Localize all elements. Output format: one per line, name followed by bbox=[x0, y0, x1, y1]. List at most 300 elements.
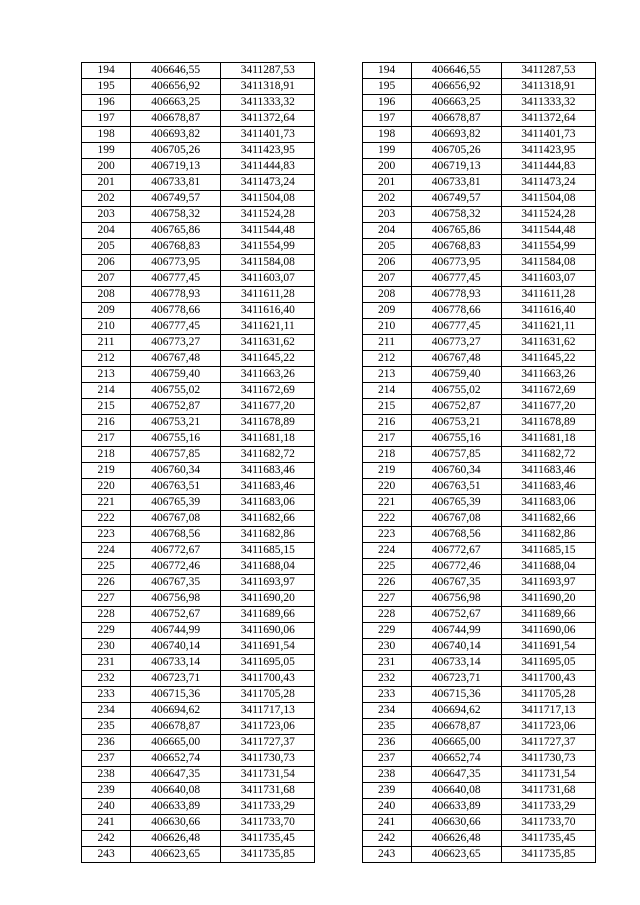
left-y-coordinate-cell: 3411700,43 bbox=[221, 671, 315, 687]
right-point-number-cell: 216 bbox=[362, 415, 411, 431]
right-y-coordinate-cell: 3411423,95 bbox=[501, 143, 595, 159]
left-point-number-cell: 231 bbox=[82, 655, 131, 671]
right-point-number-cell: 201 bbox=[362, 175, 411, 191]
right-x-coordinate-cell: 406693,82 bbox=[411, 127, 501, 143]
table-row bbox=[82, 367, 596, 383]
right-x-coordinate-cell: 406656,92 bbox=[411, 79, 501, 95]
right-y-coordinate-cell: 3411681,18 bbox=[501, 431, 595, 447]
left-point-number-cell: 224 bbox=[82, 543, 131, 559]
left-y-coordinate-cell: 3411731,54 bbox=[221, 767, 315, 783]
right-y-coordinate-cell: 3411723,06 bbox=[501, 719, 595, 735]
right-x-coordinate-cell: 406765,86 bbox=[411, 223, 501, 239]
column-gap bbox=[315, 543, 362, 559]
table-row bbox=[82, 623, 596, 639]
right-point-number-cell: 237 bbox=[362, 751, 411, 767]
right-y-coordinate-cell: 3411603,07 bbox=[501, 271, 595, 287]
right-y-coordinate-cell: 3411672,69 bbox=[501, 383, 595, 399]
left-point-number-cell: 196 bbox=[82, 95, 131, 111]
right-x-coordinate-cell: 406752,87 bbox=[411, 399, 501, 415]
column-gap bbox=[315, 527, 362, 543]
left-y-coordinate-cell: 3411735,85 bbox=[221, 847, 315, 863]
right-point-number-cell: 227 bbox=[362, 591, 411, 607]
right-point-number-cell: 196 bbox=[362, 95, 411, 111]
table-row bbox=[82, 207, 596, 223]
left-point-number-cell: 214 bbox=[82, 383, 131, 399]
table-row bbox=[82, 735, 596, 751]
left-x-coordinate-cell: 406647,35 bbox=[131, 767, 221, 783]
left-y-coordinate-cell: 3411645,22 bbox=[221, 351, 315, 367]
table-row bbox=[82, 143, 596, 159]
column-gap bbox=[315, 735, 362, 751]
left-point-number-cell: 197 bbox=[82, 111, 131, 127]
right-y-coordinate-cell: 3411504,08 bbox=[501, 191, 595, 207]
left-x-coordinate-cell: 406723,71 bbox=[131, 671, 221, 687]
column-gap bbox=[315, 383, 362, 399]
right-point-number-cell: 241 bbox=[362, 815, 411, 831]
left-y-coordinate-cell: 3411735,45 bbox=[221, 831, 315, 847]
left-x-coordinate-cell: 406772,46 bbox=[131, 559, 221, 575]
left-y-coordinate-cell: 3411554,99 bbox=[221, 239, 315, 255]
left-x-coordinate-cell: 406693,82 bbox=[131, 127, 221, 143]
left-point-number-cell: 194 bbox=[82, 63, 131, 79]
left-y-coordinate-cell: 3411603,07 bbox=[221, 271, 315, 287]
right-x-coordinate-cell: 406733,81 bbox=[411, 175, 501, 191]
left-y-coordinate-cell: 3411730,73 bbox=[221, 751, 315, 767]
right-y-coordinate-cell: 3411731,54 bbox=[501, 767, 595, 783]
left-y-coordinate-cell: 3411333,32 bbox=[221, 95, 315, 111]
left-point-number-cell: 232 bbox=[82, 671, 131, 687]
table-row bbox=[82, 559, 596, 575]
left-x-coordinate-cell: 406755,02 bbox=[131, 383, 221, 399]
left-x-coordinate-cell: 406744,99 bbox=[131, 623, 221, 639]
right-x-coordinate-cell: 406733,14 bbox=[411, 655, 501, 671]
right-x-coordinate-cell: 406749,57 bbox=[411, 191, 501, 207]
right-x-coordinate-cell: 406715,36 bbox=[411, 687, 501, 703]
left-y-coordinate-cell: 3411663,26 bbox=[221, 367, 315, 383]
right-x-coordinate-cell: 406633,89 bbox=[411, 799, 501, 815]
left-x-coordinate-cell: 406705,26 bbox=[131, 143, 221, 159]
left-y-coordinate-cell: 3411584,08 bbox=[221, 255, 315, 271]
column-gap bbox=[315, 159, 362, 175]
left-x-coordinate-cell: 406767,08 bbox=[131, 511, 221, 527]
column-gap bbox=[315, 127, 362, 143]
right-y-coordinate-cell: 3411677,20 bbox=[501, 399, 595, 415]
right-point-number-cell: 213 bbox=[362, 367, 411, 383]
column-gap bbox=[315, 255, 362, 271]
column-gap bbox=[315, 511, 362, 527]
left-point-number-cell: 226 bbox=[82, 575, 131, 591]
right-x-coordinate-cell: 406744,99 bbox=[411, 623, 501, 639]
left-y-coordinate-cell: 3411727,37 bbox=[221, 735, 315, 751]
left-y-coordinate-cell: 3411444,83 bbox=[221, 159, 315, 175]
coordinates-table bbox=[81, 62, 596, 863]
right-point-number-cell: 224 bbox=[362, 543, 411, 559]
right-x-coordinate-cell: 406694,62 bbox=[411, 703, 501, 719]
table-row bbox=[82, 687, 596, 703]
left-x-coordinate-cell: 406665,00 bbox=[131, 735, 221, 751]
right-point-number-cell: 209 bbox=[362, 303, 411, 319]
table-row bbox=[82, 591, 596, 607]
column-gap bbox=[315, 335, 362, 351]
right-point-number-cell: 215 bbox=[362, 399, 411, 415]
right-point-number-cell: 208 bbox=[362, 287, 411, 303]
right-point-number-cell: 205 bbox=[362, 239, 411, 255]
column-gap bbox=[315, 847, 362, 863]
column-gap bbox=[315, 463, 362, 479]
right-y-coordinate-cell: 3411683,46 bbox=[501, 463, 595, 479]
left-point-number-cell: 229 bbox=[82, 623, 131, 639]
table-row bbox=[82, 127, 596, 143]
left-point-number-cell: 221 bbox=[82, 495, 131, 511]
right-x-coordinate-cell: 406626,48 bbox=[411, 831, 501, 847]
left-x-coordinate-cell: 406752,67 bbox=[131, 607, 221, 623]
column-gap bbox=[315, 271, 362, 287]
left-x-coordinate-cell: 406663,25 bbox=[131, 95, 221, 111]
left-x-coordinate-cell: 406623,65 bbox=[131, 847, 221, 863]
right-x-coordinate-cell: 406778,66 bbox=[411, 303, 501, 319]
left-y-coordinate-cell: 3411723,06 bbox=[221, 719, 315, 735]
right-point-number-cell: 240 bbox=[362, 799, 411, 815]
right-point-number-cell: 232 bbox=[362, 671, 411, 687]
left-y-coordinate-cell: 3411372,64 bbox=[221, 111, 315, 127]
left-y-coordinate-cell: 3411691,54 bbox=[221, 639, 315, 655]
right-y-coordinate-cell: 3411685,15 bbox=[501, 543, 595, 559]
right-x-coordinate-cell: 406640,08 bbox=[411, 783, 501, 799]
column-gap bbox=[315, 591, 362, 607]
left-point-number-cell: 211 bbox=[82, 335, 131, 351]
left-x-coordinate-cell: 406765,39 bbox=[131, 495, 221, 511]
left-x-coordinate-cell: 406767,35 bbox=[131, 575, 221, 591]
left-point-number-cell: 241 bbox=[82, 815, 131, 831]
left-x-coordinate-cell: 406715,36 bbox=[131, 687, 221, 703]
column-gap bbox=[315, 351, 362, 367]
column-gap bbox=[315, 751, 362, 767]
right-x-coordinate-cell: 406652,74 bbox=[411, 751, 501, 767]
right-point-number-cell: 243 bbox=[362, 847, 411, 863]
column-gap bbox=[315, 655, 362, 671]
right-x-coordinate-cell: 406723,71 bbox=[411, 671, 501, 687]
left-x-coordinate-cell: 406733,14 bbox=[131, 655, 221, 671]
table-row bbox=[82, 159, 596, 175]
left-x-coordinate-cell: 406777,45 bbox=[131, 271, 221, 287]
left-y-coordinate-cell: 3411318,91 bbox=[221, 79, 315, 95]
table-row bbox=[82, 543, 596, 559]
left-point-number-cell: 223 bbox=[82, 527, 131, 543]
table-row bbox=[82, 767, 596, 783]
left-point-number-cell: 219 bbox=[82, 463, 131, 479]
right-x-coordinate-cell: 406765,39 bbox=[411, 495, 501, 511]
left-x-coordinate-cell: 406763,51 bbox=[131, 479, 221, 495]
table-row bbox=[82, 319, 596, 335]
right-point-number-cell: 221 bbox=[362, 495, 411, 511]
right-y-coordinate-cell: 3411735,85 bbox=[501, 847, 595, 863]
column-gap bbox=[315, 719, 362, 735]
right-x-coordinate-cell: 406777,45 bbox=[411, 271, 501, 287]
left-y-coordinate-cell: 3411683,06 bbox=[221, 495, 315, 511]
right-x-coordinate-cell: 406665,00 bbox=[411, 735, 501, 751]
left-x-coordinate-cell: 406756,98 bbox=[131, 591, 221, 607]
right-y-coordinate-cell: 3411554,99 bbox=[501, 239, 595, 255]
right-y-coordinate-cell: 3411683,46 bbox=[501, 479, 595, 495]
table-row bbox=[82, 287, 596, 303]
right-y-coordinate-cell: 3411645,22 bbox=[501, 351, 595, 367]
right-y-coordinate-cell: 3411473,24 bbox=[501, 175, 595, 191]
left-x-coordinate-cell: 406760,34 bbox=[131, 463, 221, 479]
column-gap bbox=[315, 703, 362, 719]
left-x-coordinate-cell: 406773,27 bbox=[131, 335, 221, 351]
table-row bbox=[82, 655, 596, 671]
column-gap bbox=[315, 671, 362, 687]
column-gap bbox=[315, 815, 362, 831]
left-y-coordinate-cell: 3411672,69 bbox=[221, 383, 315, 399]
left-x-coordinate-cell: 406694,62 bbox=[131, 703, 221, 719]
table-row bbox=[82, 111, 596, 127]
left-point-number-cell: 238 bbox=[82, 767, 131, 783]
right-y-coordinate-cell: 3411584,08 bbox=[501, 255, 595, 271]
left-y-coordinate-cell: 3411690,06 bbox=[221, 623, 315, 639]
left-x-coordinate-cell: 406678,87 bbox=[131, 111, 221, 127]
right-y-coordinate-cell: 3411621,11 bbox=[501, 319, 595, 335]
column-gap bbox=[315, 287, 362, 303]
right-y-coordinate-cell: 3411524,28 bbox=[501, 207, 595, 223]
column-gap bbox=[315, 367, 362, 383]
right-y-coordinate-cell: 3411616,40 bbox=[501, 303, 595, 319]
right-point-number-cell: 194 bbox=[362, 63, 411, 79]
right-y-coordinate-cell: 3411678,89 bbox=[501, 415, 595, 431]
table-row bbox=[82, 719, 596, 735]
left-point-number-cell: 201 bbox=[82, 175, 131, 191]
left-y-coordinate-cell: 3411705,28 bbox=[221, 687, 315, 703]
left-x-coordinate-cell: 406646,55 bbox=[131, 63, 221, 79]
left-y-coordinate-cell: 3411616,40 bbox=[221, 303, 315, 319]
left-x-coordinate-cell: 406656,92 bbox=[131, 79, 221, 95]
left-point-number-cell: 215 bbox=[82, 399, 131, 415]
right-point-number-cell: 217 bbox=[362, 431, 411, 447]
right-y-coordinate-cell: 3411611,28 bbox=[501, 287, 595, 303]
column-gap bbox=[315, 607, 362, 623]
left-point-number-cell: 204 bbox=[82, 223, 131, 239]
right-x-coordinate-cell: 406678,87 bbox=[411, 111, 501, 127]
table-row bbox=[82, 783, 596, 799]
left-point-number-cell: 199 bbox=[82, 143, 131, 159]
column-gap bbox=[315, 95, 362, 111]
right-point-number-cell: 204 bbox=[362, 223, 411, 239]
table-row bbox=[82, 351, 596, 367]
left-y-coordinate-cell: 3411544,48 bbox=[221, 223, 315, 239]
table-row bbox=[82, 703, 596, 719]
left-x-coordinate-cell: 406733,81 bbox=[131, 175, 221, 191]
left-y-coordinate-cell: 3411524,28 bbox=[221, 207, 315, 223]
left-x-coordinate-cell: 406652,74 bbox=[131, 751, 221, 767]
right-x-coordinate-cell: 406647,35 bbox=[411, 767, 501, 783]
right-y-coordinate-cell: 3411733,29 bbox=[501, 799, 595, 815]
column-gap bbox=[315, 399, 362, 415]
left-point-number-cell: 236 bbox=[82, 735, 131, 751]
right-y-coordinate-cell: 3411733,70 bbox=[501, 815, 595, 831]
right-point-number-cell: 242 bbox=[362, 831, 411, 847]
right-x-coordinate-cell: 406760,34 bbox=[411, 463, 501, 479]
left-y-coordinate-cell: 3411677,20 bbox=[221, 399, 315, 415]
right-y-coordinate-cell: 3411735,45 bbox=[501, 831, 595, 847]
column-gap bbox=[315, 799, 362, 815]
left-point-number-cell: 217 bbox=[82, 431, 131, 447]
right-x-coordinate-cell: 406646,55 bbox=[411, 63, 501, 79]
left-point-number-cell: 207 bbox=[82, 271, 131, 287]
coordinates-table-body bbox=[82, 63, 596, 863]
right-y-coordinate-cell: 3411444,83 bbox=[501, 159, 595, 175]
left-x-coordinate-cell: 406752,87 bbox=[131, 399, 221, 415]
left-point-number-cell: 206 bbox=[82, 255, 131, 271]
left-y-coordinate-cell: 3411423,95 bbox=[221, 143, 315, 159]
right-y-coordinate-cell: 3411705,28 bbox=[501, 687, 595, 703]
right-y-coordinate-cell: 3411695,05 bbox=[501, 655, 595, 671]
left-x-coordinate-cell: 406630,66 bbox=[131, 815, 221, 831]
left-x-coordinate-cell: 406772,67 bbox=[131, 543, 221, 559]
column-gap bbox=[315, 623, 362, 639]
left-x-coordinate-cell: 406678,87 bbox=[131, 719, 221, 735]
table-row bbox=[82, 415, 596, 431]
left-x-coordinate-cell: 406778,66 bbox=[131, 303, 221, 319]
left-point-number-cell: 227 bbox=[82, 591, 131, 607]
right-x-coordinate-cell: 406752,67 bbox=[411, 607, 501, 623]
table-row bbox=[82, 495, 596, 511]
left-y-coordinate-cell: 3411689,66 bbox=[221, 607, 315, 623]
right-x-coordinate-cell: 406773,27 bbox=[411, 335, 501, 351]
left-y-coordinate-cell: 3411683,46 bbox=[221, 463, 315, 479]
left-x-coordinate-cell: 406767,48 bbox=[131, 351, 221, 367]
left-point-number-cell: 243 bbox=[82, 847, 131, 863]
table-row bbox=[82, 751, 596, 767]
left-point-number-cell: 234 bbox=[82, 703, 131, 719]
left-x-coordinate-cell: 406640,08 bbox=[131, 783, 221, 799]
right-x-coordinate-cell: 406768,83 bbox=[411, 239, 501, 255]
left-x-coordinate-cell: 406753,21 bbox=[131, 415, 221, 431]
column-gap bbox=[315, 79, 362, 95]
table-row bbox=[82, 175, 596, 191]
column-gap bbox=[315, 111, 362, 127]
left-y-coordinate-cell: 3411693,97 bbox=[221, 575, 315, 591]
left-point-number-cell: 237 bbox=[82, 751, 131, 767]
left-x-coordinate-cell: 406777,45 bbox=[131, 319, 221, 335]
right-x-coordinate-cell: 406767,08 bbox=[411, 511, 501, 527]
right-x-coordinate-cell: 406759,40 bbox=[411, 367, 501, 383]
left-point-number-cell: 222 bbox=[82, 511, 131, 527]
left-y-coordinate-cell: 3411611,28 bbox=[221, 287, 315, 303]
right-point-number-cell: 235 bbox=[362, 719, 411, 735]
table-row bbox=[82, 383, 596, 399]
column-gap bbox=[315, 559, 362, 575]
right-x-coordinate-cell: 406740,14 bbox=[411, 639, 501, 655]
left-point-number-cell: 213 bbox=[82, 367, 131, 383]
right-x-coordinate-cell: 406663,25 bbox=[411, 95, 501, 111]
left-point-number-cell: 209 bbox=[82, 303, 131, 319]
right-point-number-cell: 223 bbox=[362, 527, 411, 543]
left-y-coordinate-cell: 3411690,20 bbox=[221, 591, 315, 607]
right-y-coordinate-cell: 3411690,06 bbox=[501, 623, 595, 639]
table-row bbox=[82, 239, 596, 255]
right-point-number-cell: 206 bbox=[362, 255, 411, 271]
table-row bbox=[82, 671, 596, 687]
right-x-coordinate-cell: 406767,35 bbox=[411, 575, 501, 591]
right-x-coordinate-cell: 406772,67 bbox=[411, 543, 501, 559]
column-gap bbox=[315, 415, 362, 431]
right-point-number-cell: 197 bbox=[362, 111, 411, 127]
right-point-number-cell: 207 bbox=[362, 271, 411, 287]
right-y-coordinate-cell: 3411333,32 bbox=[501, 95, 595, 111]
left-point-number-cell: 228 bbox=[82, 607, 131, 623]
table-row bbox=[82, 799, 596, 815]
right-x-coordinate-cell: 406755,16 bbox=[411, 431, 501, 447]
column-gap bbox=[315, 767, 362, 783]
column-gap bbox=[315, 143, 362, 159]
table-row bbox=[82, 223, 596, 239]
right-y-coordinate-cell: 3411401,73 bbox=[501, 127, 595, 143]
left-point-number-cell: 220 bbox=[82, 479, 131, 495]
left-x-coordinate-cell: 406755,16 bbox=[131, 431, 221, 447]
left-y-coordinate-cell: 3411621,11 bbox=[221, 319, 315, 335]
column-gap bbox=[315, 447, 362, 463]
right-y-coordinate-cell: 3411287,53 bbox=[501, 63, 595, 79]
right-y-coordinate-cell: 3411730,73 bbox=[501, 751, 595, 767]
right-point-number-cell: 231 bbox=[362, 655, 411, 671]
column-gap bbox=[315, 639, 362, 655]
left-y-coordinate-cell: 3411401,73 bbox=[221, 127, 315, 143]
column-gap bbox=[315, 575, 362, 591]
left-y-coordinate-cell: 3411683,46 bbox=[221, 479, 315, 495]
right-point-number-cell: 198 bbox=[362, 127, 411, 143]
right-point-number-cell: 214 bbox=[362, 383, 411, 399]
left-x-coordinate-cell: 406778,93 bbox=[131, 287, 221, 303]
left-y-coordinate-cell: 3411631,62 bbox=[221, 335, 315, 351]
column-gap bbox=[315, 223, 362, 239]
right-y-coordinate-cell: 3411688,04 bbox=[501, 559, 595, 575]
left-point-number-cell: 218 bbox=[82, 447, 131, 463]
left-x-coordinate-cell: 406768,83 bbox=[131, 239, 221, 255]
right-point-number-cell: 234 bbox=[362, 703, 411, 719]
right-y-coordinate-cell: 3411700,43 bbox=[501, 671, 595, 687]
left-point-number-cell: 195 bbox=[82, 79, 131, 95]
right-y-coordinate-cell: 3411631,62 bbox=[501, 335, 595, 351]
right-point-number-cell: 199 bbox=[362, 143, 411, 159]
column-gap bbox=[315, 191, 362, 207]
right-y-coordinate-cell: 3411731,68 bbox=[501, 783, 595, 799]
left-x-coordinate-cell: 406758,32 bbox=[131, 207, 221, 223]
right-point-number-cell: 230 bbox=[362, 639, 411, 655]
right-point-number-cell: 238 bbox=[362, 767, 411, 783]
left-point-number-cell: 230 bbox=[82, 639, 131, 655]
right-x-coordinate-cell: 406630,66 bbox=[411, 815, 501, 831]
right-y-coordinate-cell: 3411682,66 bbox=[501, 511, 595, 527]
right-y-coordinate-cell: 3411693,97 bbox=[501, 575, 595, 591]
table-row bbox=[82, 447, 596, 463]
left-point-number-cell: 212 bbox=[82, 351, 131, 367]
right-x-coordinate-cell: 406758,32 bbox=[411, 207, 501, 223]
table-row bbox=[82, 431, 596, 447]
left-y-coordinate-cell: 3411504,08 bbox=[221, 191, 315, 207]
table-row bbox=[82, 399, 596, 415]
left-x-coordinate-cell: 406719,13 bbox=[131, 159, 221, 175]
right-point-number-cell: 222 bbox=[362, 511, 411, 527]
left-x-coordinate-cell: 406757,85 bbox=[131, 447, 221, 463]
left-x-coordinate-cell: 406749,57 bbox=[131, 191, 221, 207]
table-row bbox=[82, 335, 596, 351]
table-row bbox=[82, 607, 596, 623]
right-point-number-cell: 228 bbox=[362, 607, 411, 623]
column-gap bbox=[315, 319, 362, 335]
right-y-coordinate-cell: 3411682,72 bbox=[501, 447, 595, 463]
left-point-number-cell: 216 bbox=[82, 415, 131, 431]
left-y-coordinate-cell: 3411287,53 bbox=[221, 63, 315, 79]
